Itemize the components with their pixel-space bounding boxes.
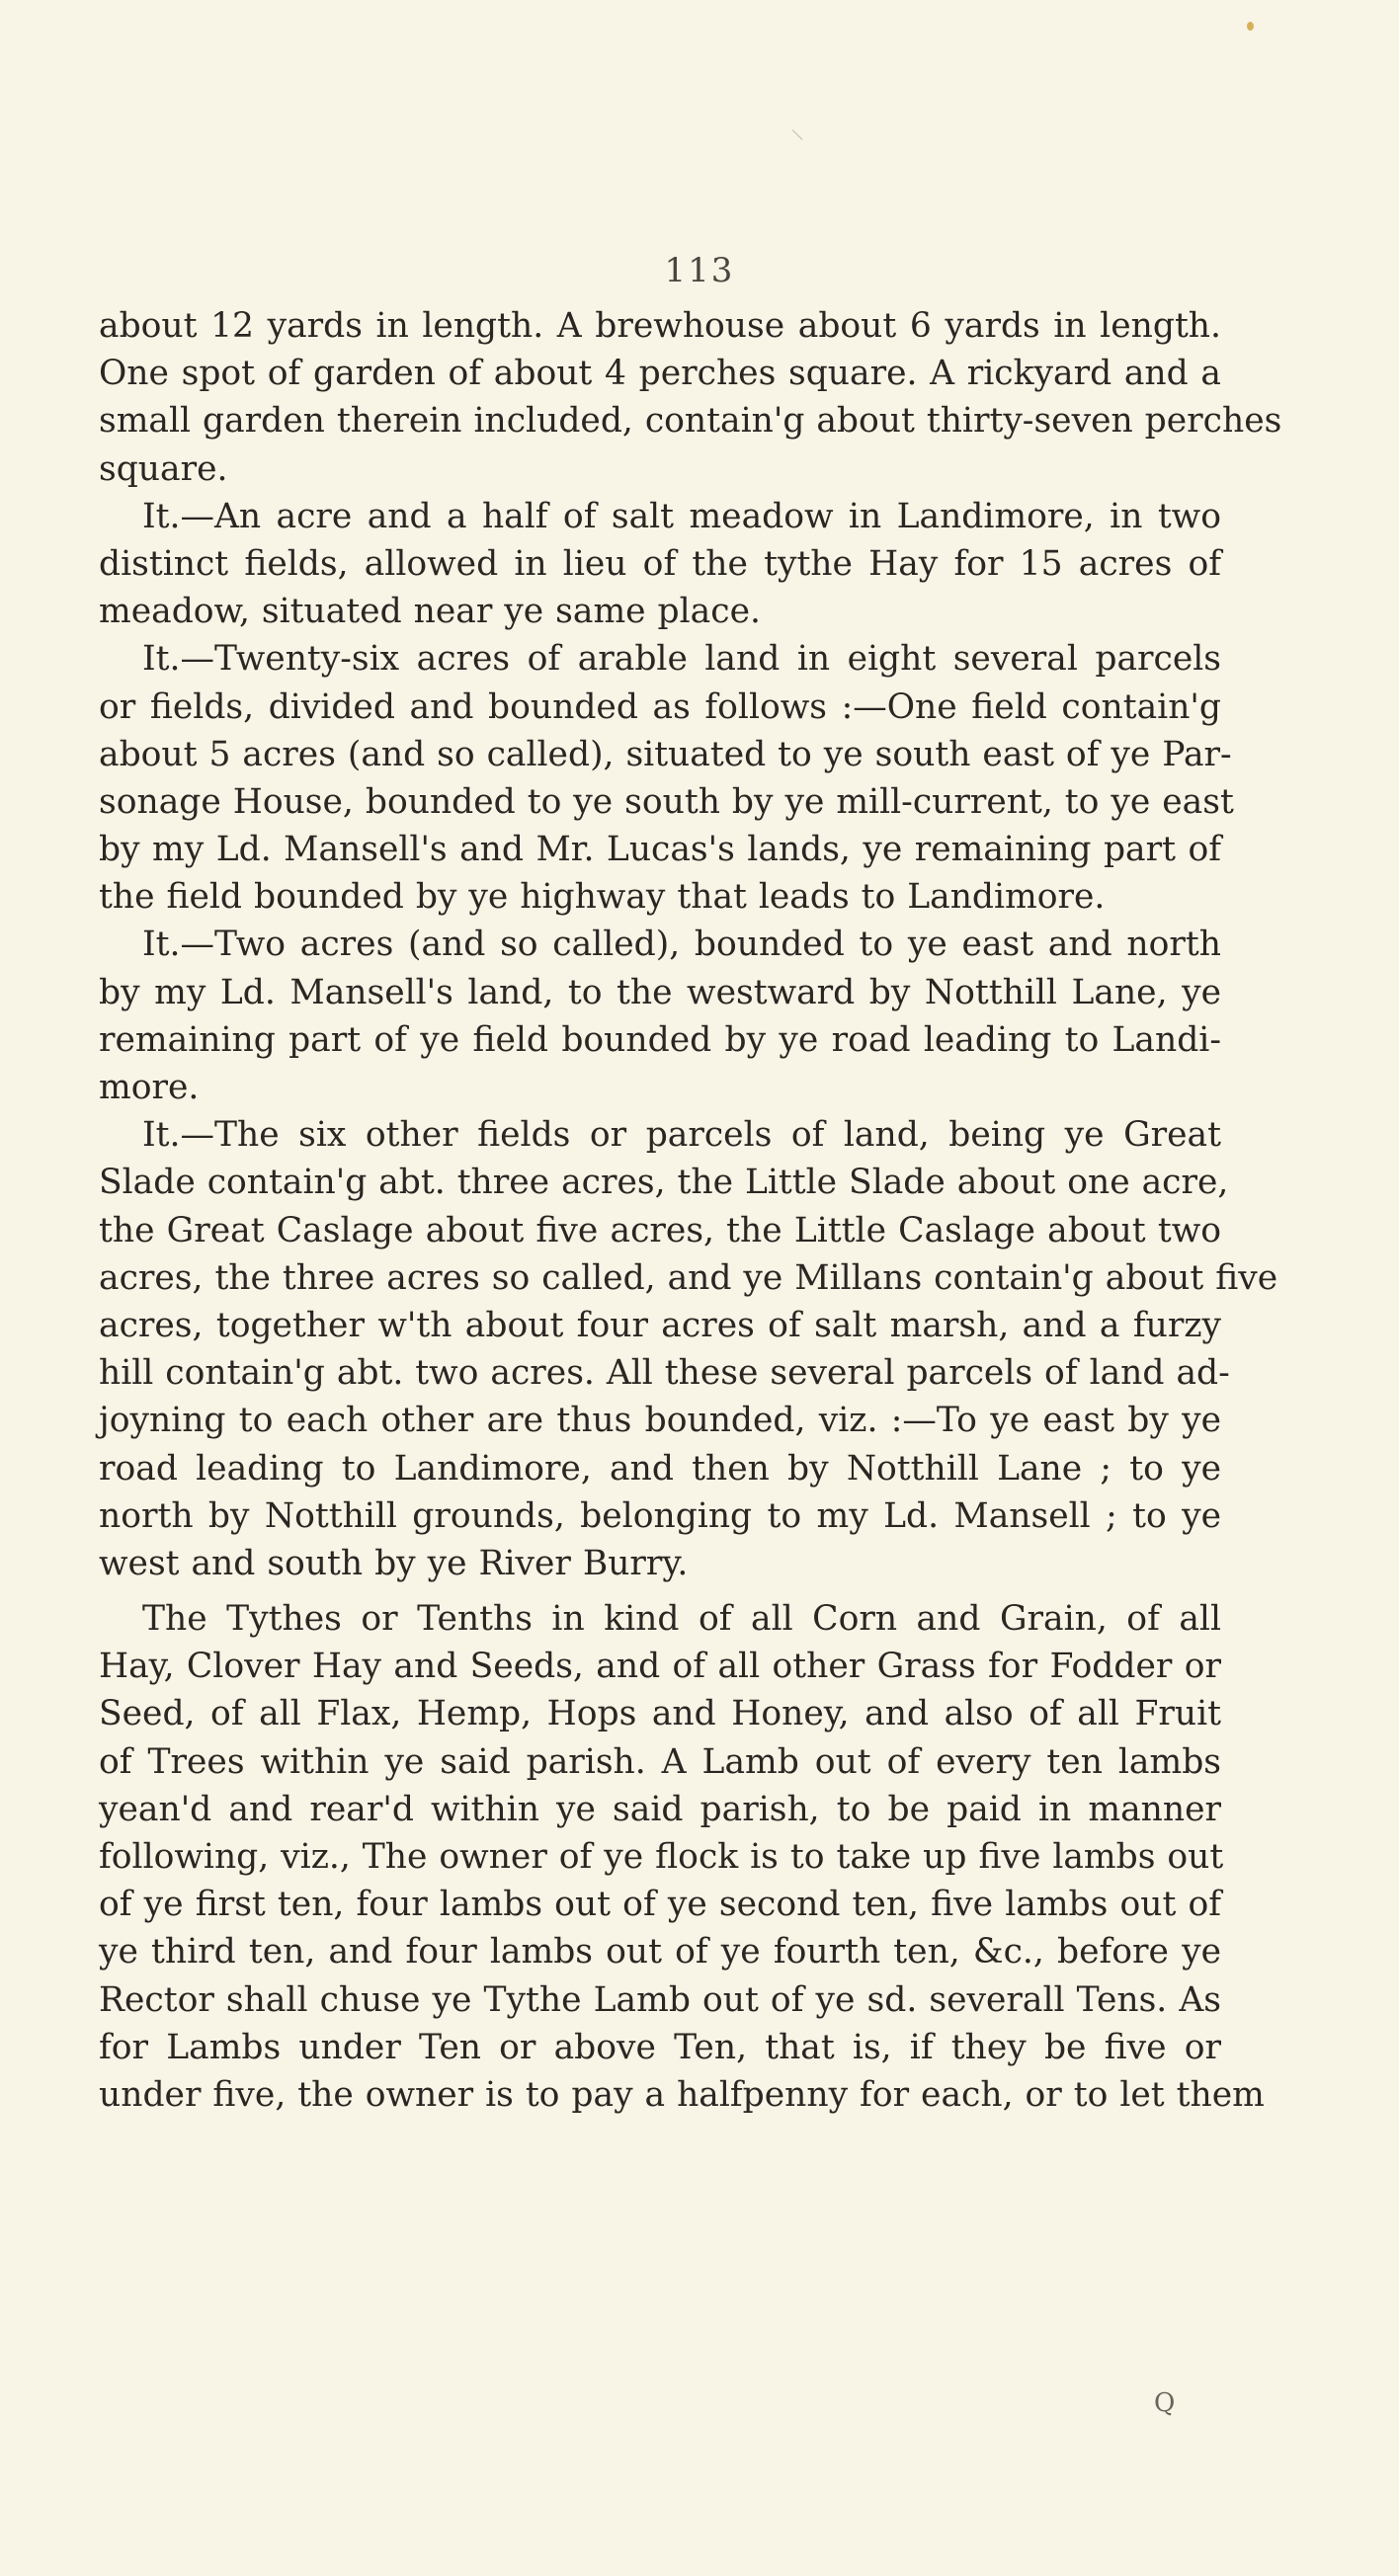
paragraph-gap: [99, 1587, 1221, 1595]
text-line: under five, the owner is to pay a halfpenny for each, or to let them: [99, 2074, 1265, 2115]
page-number: 113: [664, 251, 735, 290]
text-line: acres, together w'th about four acres of salt marsh, and a furzy: [99, 1305, 1221, 1345]
paper-mark: [792, 129, 803, 140]
text-line: One spot of garden of about 4 perches square. A rickyard and a: [99, 354, 1221, 394]
text-line: small garden therein included, contain'g about thirty-seven perches: [99, 401, 1282, 442]
text-line: more.: [99, 1068, 200, 1107]
text-line: Seed, of all Flax, Hemp, Hops and Honey, and also of all Fruit: [99, 1694, 1221, 1734]
text-line: square.: [99, 448, 228, 489]
text-line: acres, the three acres so called, and ye Millans contain'g about five: [99, 1257, 1278, 1298]
text-line: Slade contain'g abt. three acres, the Little Slade about one acre,: [99, 1163, 1229, 1203]
text-line: ye third ten, and four lambs out of ye fourth ten, &c., before ye: [99, 1932, 1221, 1972]
text-line: north by Notthill grounds, belonging to my Ld. Mansell ; to ye: [99, 1495, 1221, 1536]
text-line: by my Ld. Mansell's and Mr. Lucas's lands, ye remaining part of: [99, 830, 1221, 870]
text-line: distinct fields, allowed in lieu of the tythe Hay for 15 acres of: [99, 543, 1221, 584]
text-line: by my Ld. Mansell's land, to the westward by Notthill Lane, ye: [99, 972, 1221, 1012]
text-line: hill contain'g abt. two acres. All these several parcels of land ad-: [99, 1353, 1230, 1394]
text-line: It.—An acre and a half of salt meadow in Landimore, in two: [142, 496, 1221, 536]
text-line: meadow, situated near ye same place.: [99, 592, 761, 632]
catchword: Q: [1154, 2388, 1176, 2418]
text-line: sonage House, bounded to ye south by ye mill-current, to ye east: [99, 781, 1234, 822]
text-line: Rector shall chuse ye Tythe Lamb out of ye sd. severall Tens. As: [99, 1979, 1221, 2020]
text-line: of Trees within ye said parish. A Lamb out of every ten lambs: [99, 1741, 1221, 1782]
text-line: or fields, divided and bounded as follows :—One field contain'g: [99, 686, 1221, 727]
body-text: [99, 302, 1282, 2119]
text-line: for Lambs under Ten or above Ten, that is, if they be five or: [99, 2027, 1221, 2067]
text-line: about 12 yards in length. A brewhouse about 6 yards in length.: [99, 306, 1221, 346]
text-line: The Tythes or Tenths in kind of all Corn and Grain, of all: [142, 1599, 1221, 1640]
text-line: joyning to each other are thus bounded, viz. :—To ye east by ye: [99, 1401, 1221, 1441]
text-line: about 5 acres (and so called), situated to ye south east of ye Par-: [99, 734, 1232, 774]
text-line: It.—The six other fields or parcels of land, being ye Great: [142, 1115, 1221, 1156]
paper-speck: [1247, 22, 1254, 31]
text-line: the Great Caslage about five acres, the Little Caslage about two: [99, 1210, 1221, 1250]
text-line: west and south by ye River Burry.: [99, 1543, 689, 1583]
text-line: yean'd and rear'd within ye said parish, to be paid in manner: [99, 1789, 1221, 1829]
text-line: of ye first ten, four lambs out of ye second ten, five lambs out of: [99, 1885, 1221, 1925]
text-line: the field bounded by ye highway that leads to Landimore.: [99, 877, 1106, 918]
text-line: following, viz., The owner of ye flock is to take up five lambs out: [99, 1837, 1224, 1877]
text-line: It.—Two acres (and so called), bounded to ye east and north: [142, 925, 1221, 965]
text-line: It.—Twenty-six acres of arable land in eight several parcels: [142, 639, 1221, 680]
text-line: road leading to Landimore, and then by Notthill Lane ; to ye: [99, 1448, 1221, 1489]
text-line: Hay, Clover Hay and Seeds, and of all other Grass for Fodder or: [99, 1647, 1221, 1687]
text-line: remaining part of ye field bounded by ye road leading to Landi-: [99, 1019, 1221, 1060]
